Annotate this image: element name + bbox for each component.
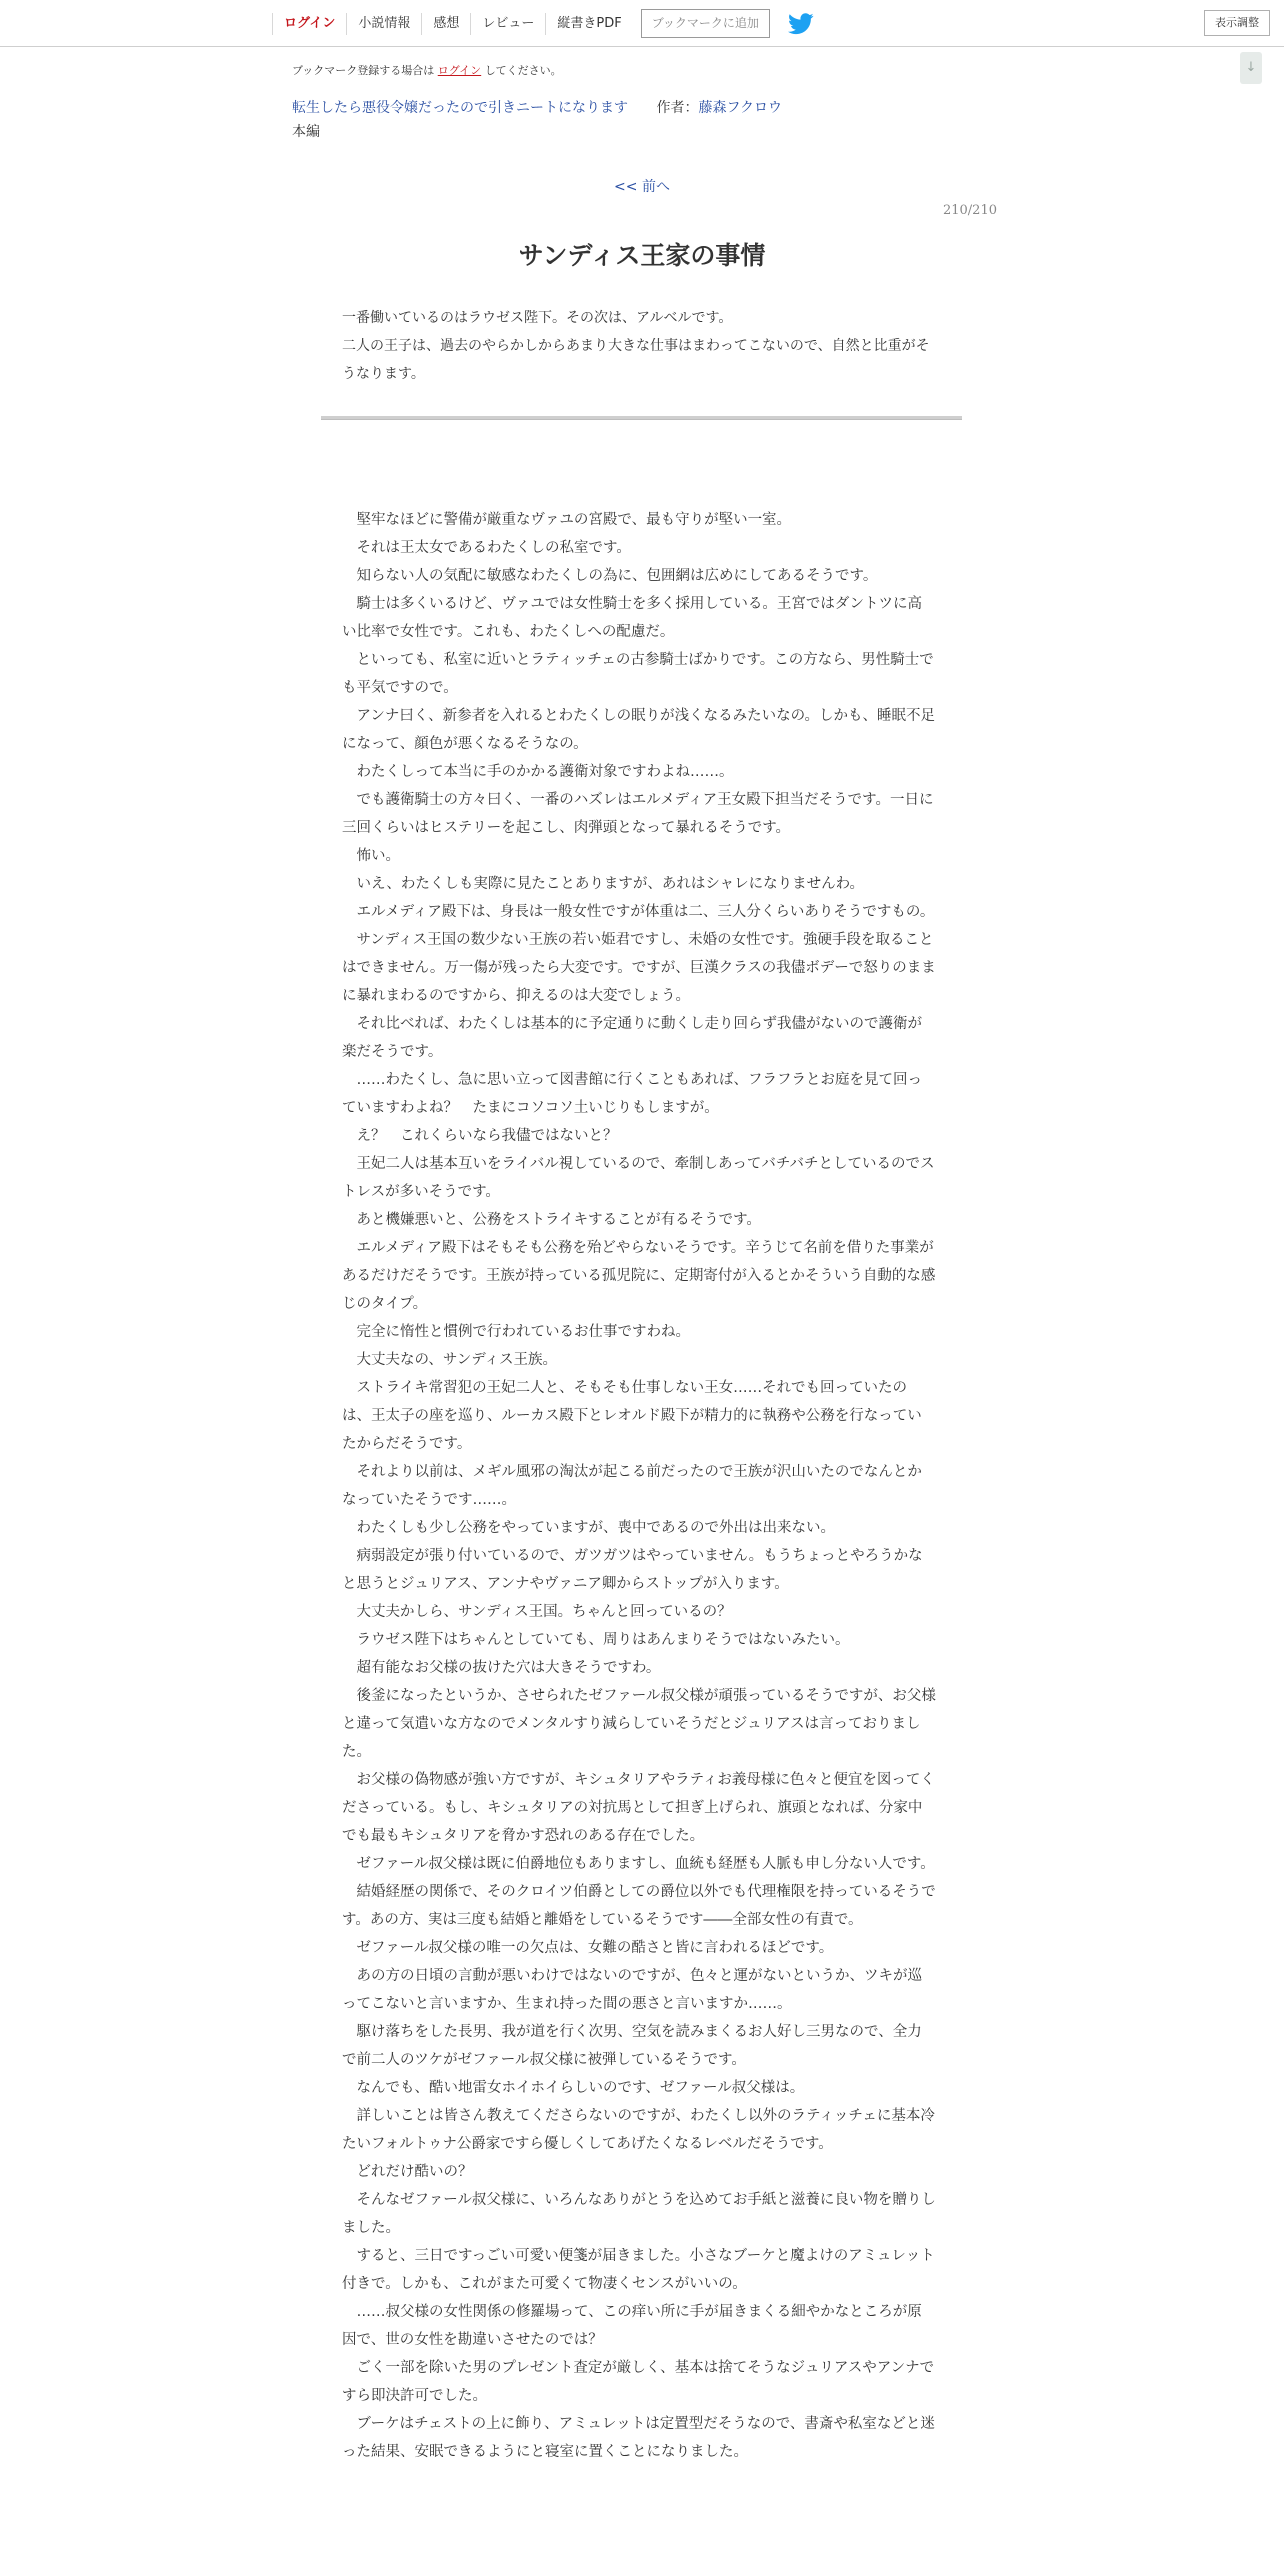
body-paragraph: でも護衛騎士の方々曰く、一番のハズレはエルメディア王女殿下担当だそうです。一日に三回くらいはヒステリーを起こし、肉弾頭となって暴れるそうです。 <box>342 792 934 836</box>
body-paragraph: といっても、私室に近いとラティッチェの古参騎士ばかりです。この方なら、男性騎士でも平気ですので。 <box>342 652 934 696</box>
bookmark-login-note <box>292 62 562 78</box>
review-link[interactable]: レビュー <box>470 13 545 35</box>
author-name-link[interactable]: 藤森フクロウ <box>698 100 783 116</box>
preface-line: 二人の王子は、過去のやらかしからあまり大きな仕事はまわってこないので、自然と比重がそうなります。 <box>342 338 930 382</box>
body-paragraph: 知らない人の気配に敏感なわたくしの為に、包囲網は広めにしてあるそうです。 <box>356 568 878 584</box>
body-paragraph: ……叔父様の女性関係の修羅場って、この痒い所に手が届きまくる細やかなところが原因で、世の女性を勘違いさせたのでは？ <box>342 2304 922 2348</box>
novel-info-link[interactable]: 小説情報 <box>346 13 421 35</box>
vertical-pdf-link[interactable]: 縦書きPDF <box>545 13 632 35</box>
previous-page-link-text[interactable]: << 前へ <box>614 179 670 195</box>
preface-line: 一番働いているのはラウゼス陛下。その次は、アルベルです。 <box>342 310 733 326</box>
body-paragraph: 怖い。 <box>356 848 400 864</box>
top-navigation-bar <box>0 0 1284 47</box>
body-paragraph: それより以前は、メギル風邪の淘汰が起こる前だったので王族が沢山いたのでなんとかなっていたそうです……。 <box>342 1464 922 1508</box>
impressions-link[interactable]: 感想 <box>421 13 470 35</box>
body-paragraph: ごく一部を除いた男のプレゼント査定が厳しく、基本は捨てそうなジュリアスやアンナですら即決許可でした。 <box>342 2360 935 2404</box>
body-paragraph: ……わたくし、急に思い立って図書館に行くこともあれば、フラフラとお庭を見て回っていますわよね？ たまにコソコソ土いじりもしますが。 <box>342 1072 922 1116</box>
body-paragraph: ラウゼス陛下はちゃんとしていても、周りはあんまりそうではないみたい。 <box>356 1632 850 1648</box>
body-paragraph: え？ これくらいなら我儘ではないと？ <box>356 1128 618 1144</box>
body-paragraph: 駆け落ちをした長男、我が道を行く次男、空気を読みまくるお人好し三男なので、全力で前二人のツケがゼファール叔父様に被弾しているそうです。 <box>342 2024 922 2068</box>
bookmark-note-suffix: してください。 <box>484 64 562 77</box>
body-paragraph: 堅牢なほどに警備が厳重なヴァユの宮殿で、最も守りが堅い一室。 <box>356 512 792 528</box>
main-nav <box>272 0 814 47</box>
body-paragraph: サンディス王国の数少ない王族の若い姫君ですし、未婚の女性です。強硬手段を取ることはできません。万一傷が残ったら大変です。ですが、巨漢クラスの我儘ボデーで怒りのままに暴れまわるのですから、抑えるのは大変でしょう。 <box>342 932 936 1004</box>
novel-body-text <box>342 506 936 2466</box>
body-paragraph: どれだけ酷いの？ <box>356 2164 473 2180</box>
body-paragraph: エルメディア殿下はそもそも公務を殆どやらないそうです。辛うじて名前を借りた事業があるだけだそうです。王族が持っている孤児院に、定期寄付が入るとかそういう自動的な感じのタイプ。 <box>342 1240 936 1312</box>
body-paragraph: エルメディア殿下は、身長は一般女性ですが体重は二、三人分くらいありそうですもの。 <box>356 904 935 920</box>
body-paragraph: わたくしって本当に手のかかる護衛対象ですわよね……。 <box>356 764 734 780</box>
bookmark-note-login-link[interactable]: ログイン <box>437 64 482 77</box>
body-paragraph: わたくしも少し公務をやっていますが、喪中であるので外出は出来ない。 <box>356 1520 835 1536</box>
body-paragraph: あと機嫌悪いと、公務をストライキすることが有るそうです。 <box>356 1212 761 1228</box>
page-count: 210/210 <box>942 203 997 218</box>
work-title-link[interactable]: 転生したら悪役令嬢だったので引きニートになります <box>292 100 628 116</box>
body-paragraph: あの方の日頃の言動が悪いわけではないのですが、色々と運がないというか、ツキが巡ってこないと言いますか、生まれ持った間の悪さと言いますか……。 <box>342 1968 922 2012</box>
body-paragraph: 後釜になったというか、させられたゼファール叔父様が頑張っているそうですが、お父様と違って気遣いな方なのでメンタルすり減らしていそうだとジュリアスは言っておりました。 <box>342 1688 936 1760</box>
body-paragraph: 王妃二人は基本互いをライバル視しているので、牽制しあってバチバチとしているのでストレスが多いそうです。 <box>342 1156 935 1200</box>
preface-text <box>342 304 936 388</box>
body-paragraph: 完全に惰性と慣例で行われているお仕事ですわね。 <box>356 1324 690 1340</box>
body-paragraph: 超有能なお父様の抜けた穴は大きそうですわ。 <box>356 1660 661 1676</box>
login-link[interactable]: ログイン <box>272 13 346 35</box>
body-paragraph: 病弱設定が張り付いているので、ガツガツはやっていません。もうちょっとやろうかなと思うとジュリアス、アンナやヴァニア卿からストップが入ります。 <box>342 1548 923 1592</box>
body-paragraph: 騎士は多くいるけど、ヴァユでは女性騎士を多く採用している。王宮ではダントツに高い比率で女性です。これも、わたくしへの配慮だ。 <box>342 596 922 640</box>
body-paragraph: 結婚経歴の関係で、そのクロイツ伯爵としての爵位以外でも代理権限を持っているそうです。あの方、実は三度も結婚と離婚をしているそうです――全部女性の有責で。 <box>342 1884 936 1928</box>
episode-subtitle: サンディス王家の事情 <box>518 241 766 270</box>
body-paragraph: そんなゼファール叔父様に、いろんなありがとうを込めてお手紙と滋養に良い物を贈りしました。 <box>342 2192 936 2236</box>
twitter-share-icon[interactable] <box>788 13 814 35</box>
work-info-line <box>292 97 782 117</box>
body-paragraph: ゼファール叔父様は既に伯爵地位もありますし、血統も経歴も人脈も申し分ない人です。 <box>356 1856 935 1872</box>
preface-divider <box>321 416 962 420</box>
scroll-down-arrow-icon[interactable]: ↓ <box>1240 52 1262 84</box>
body-paragraph: なんでも、酷い地雷女ホイホイらしいのです、ゼファール叔父様は。 <box>356 2080 805 2096</box>
bookmark-note-prefix: ブックマーク登録する場合は <box>292 64 435 77</box>
body-paragraph: アンナ曰く、新参者を入れるとわたくしの眠りが浅くなるみたいなの。しかも、睡眠不足になって、顔色が悪くなるそうなの。 <box>342 708 936 752</box>
body-paragraph: お父様の偽物感が強い方ですが、キシュタリアやラティお義母様に色々と便宜を図ってくださっている。もし、キシュタリアの対抗馬として担ぎ上げられ、旗頭となれば、分家中でも最もキシュタリアを脅かす恐れのある存在でした。 <box>342 1772 935 1844</box>
body-paragraph: 大丈夫なの、サンディス王族。 <box>356 1352 558 1368</box>
body-paragraph: すると、三日ですっごい可愛い便箋が届きました。小さなブーケと魔よけのアミュレット付きで。しかも、これがまた可愛くて物凄くセンスがいいの。 <box>342 2248 935 2292</box>
previous-page-link <box>0 176 1284 196</box>
body-paragraph: 詳しいことは皆さん教えてくださらないのですが、わたくし以外のラティッチェに基本冷たいフォルトゥナ公爵家ですら優しくしてあげたくなるレベルだそうです。 <box>342 2108 935 2152</box>
body-paragraph: それは王太女であるわたくしの私室です。 <box>356 540 631 556</box>
body-paragraph: ブーケはチェストの上に飾り、アミュレットは定置型だそうなので、書斎や私室などと迷った結果、安眠できるようにと寝室に置くことになりました。 <box>342 2416 935 2460</box>
chapter-label: 本編 <box>292 124 320 140</box>
display-settings-button[interactable]: 表示調整 <box>1204 10 1270 36</box>
body-paragraph: 大丈夫かしら、サンディス王国。ちゃんと回っているの？ <box>356 1604 732 1620</box>
add-bookmark-button[interactable]: ブックマークに追加 <box>641 9 770 38</box>
body-paragraph: ゼファール叔父様の唯一の欠点は、女難の酷さと皆に言われるほどです。 <box>356 1940 834 1956</box>
body-paragraph: いえ、わたくしも実際に見たことありますが、あれはシャレになりませんわ。 <box>356 876 864 892</box>
body-paragraph: それ比べれば、わたくしは基本的に予定通りに動くし走り回らず我儘がないので護衛が楽だそうです。 <box>342 1016 922 1060</box>
author-label: 作者： <box>656 100 699 116</box>
body-paragraph: ストライキ常習犯の王妃二人と、そもそも仕事しない王女……それでも回っていたのは、王太子の座を巡り、ルーカス殿下とレオルド殿下が精力的に執務や公務を行なっていたからだそうです。 <box>342 1380 922 1452</box>
